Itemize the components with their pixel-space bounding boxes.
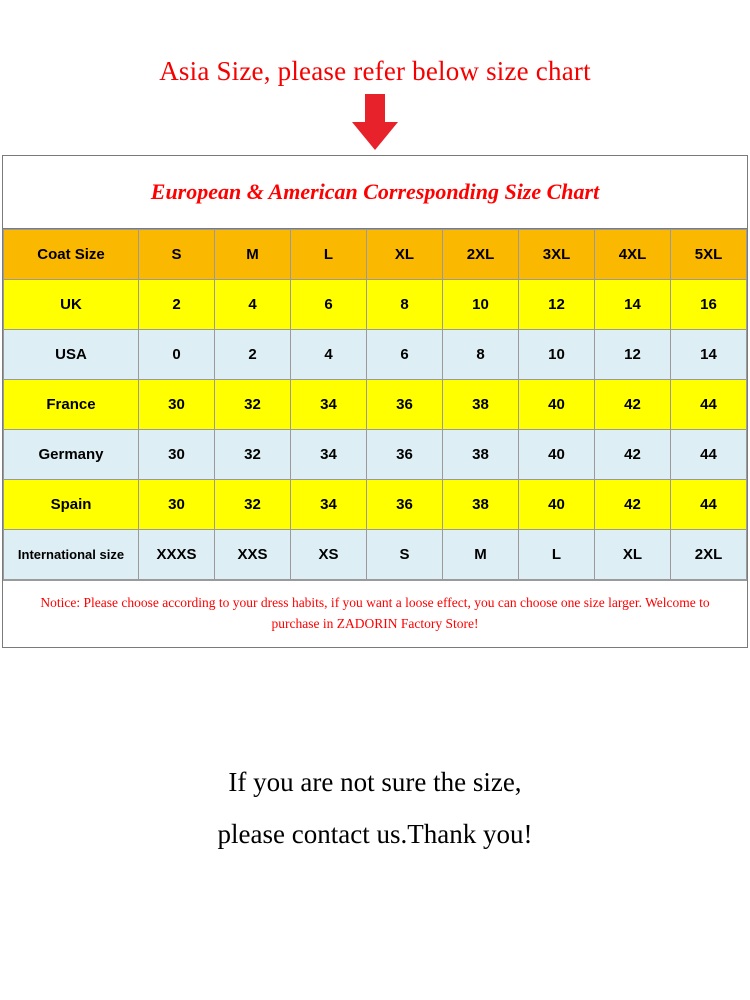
row-label-international-size: International size [4,530,139,580]
row-label-germany: Germany [4,430,139,480]
cell-uk-m: 4 [215,280,291,330]
arrow-stem [365,94,385,124]
header-cell-4xl: 4XL [595,230,671,280]
cell-france-4xl: 42 [595,380,671,430]
arrow-head [352,122,398,150]
cell-spain-2xl: 38 [443,480,519,530]
cell-uk-5xl: 16 [671,280,747,330]
table-header-row [4,230,747,280]
header-cell-xl: XL [367,230,443,280]
cell-usa-3xl: 10 [519,330,595,380]
header-cell-coat-size: Coat Size [4,230,139,280]
cell-uk-xl: 8 [367,280,443,330]
cell-usa-5xl: 14 [671,330,747,380]
cell-usa-2xl: 8 [443,330,519,380]
cell-spain-xl: 36 [367,480,443,530]
cell-france-2xl: 38 [443,380,519,430]
cell-intl-xl: S [367,530,443,580]
table-row [4,480,747,530]
down-arrow-icon [352,94,398,150]
cell-intl-s: XXXS [139,530,215,580]
row-label-usa: USA [4,330,139,380]
chart-title: European & American Corresponding Size Chart [3,156,747,229]
cell-spain-l: 34 [291,480,367,530]
header-cell-s: S [139,230,215,280]
cell-spain-4xl: 42 [595,480,671,530]
cell-uk-s: 2 [139,280,215,330]
table-row [4,530,747,580]
cell-usa-4xl: 12 [595,330,671,380]
cell-germany-4xl: 42 [595,430,671,480]
header-cell-2xl: 2XL [443,230,519,280]
table-row [4,280,747,330]
cell-spain-5xl: 44 [671,480,747,530]
cell-france-l: 34 [291,380,367,430]
cell-intl-3xl: L [519,530,595,580]
cell-france-5xl: 44 [671,380,747,430]
cell-uk-l: 6 [291,280,367,330]
cell-intl-2xl: M [443,530,519,580]
cell-spain-m: 32 [215,480,291,530]
cell-germany-2xl: 38 [443,430,519,480]
table-row [4,330,747,380]
footer-line-2: please contact us.Thank you! [217,819,533,849]
table-row [4,430,747,480]
cell-uk-2xl: 10 [443,280,519,330]
cell-germany-3xl: 40 [519,430,595,480]
header-cell-m: M [215,230,291,280]
page-title: Asia Size, please refer below size chart [159,56,591,86]
cell-intl-l: XS [291,530,367,580]
header-cell-l: L [291,230,367,280]
notice-text: Notice: Please choose according to your dress habits, if you want a loose effect, you can choose one size larger. Welcome to purchase in ZADORIN Factory Store! [3,580,747,647]
footer-message [0,756,750,860]
cell-spain-3xl: 40 [519,480,595,530]
cell-intl-m: XXS [215,530,291,580]
cell-germany-5xl: 44 [671,430,747,480]
cell-uk-4xl: 14 [595,280,671,330]
cell-intl-5xl: 2XL [671,530,747,580]
cell-spain-s: 30 [139,480,215,530]
size-chart-box [2,155,748,648]
cell-germany-m: 32 [215,430,291,480]
cell-france-xl: 36 [367,380,443,430]
cell-intl-4xl: XL [595,530,671,580]
size-table [3,229,747,580]
header-cell-5xl: 5XL [671,230,747,280]
cell-usa-l: 4 [291,330,367,380]
cell-france-m: 32 [215,380,291,430]
arrow-container [0,91,750,153]
table-row [4,380,747,430]
cell-france-s: 30 [139,380,215,430]
cell-france-3xl: 40 [519,380,595,430]
row-label-uk: UK [4,280,139,330]
row-label-spain: Spain [4,480,139,530]
cell-germany-s: 30 [139,430,215,480]
header-cell-3xl: 3XL [519,230,595,280]
row-label-france: France [4,380,139,430]
cell-germany-l: 34 [291,430,367,480]
footer-line-1: If you are not sure the size, [228,767,522,797]
cell-usa-m: 2 [215,330,291,380]
cell-germany-xl: 36 [367,430,443,480]
cell-usa-s: 0 [139,330,215,380]
cell-usa-xl: 6 [367,330,443,380]
cell-uk-3xl: 12 [519,280,595,330]
